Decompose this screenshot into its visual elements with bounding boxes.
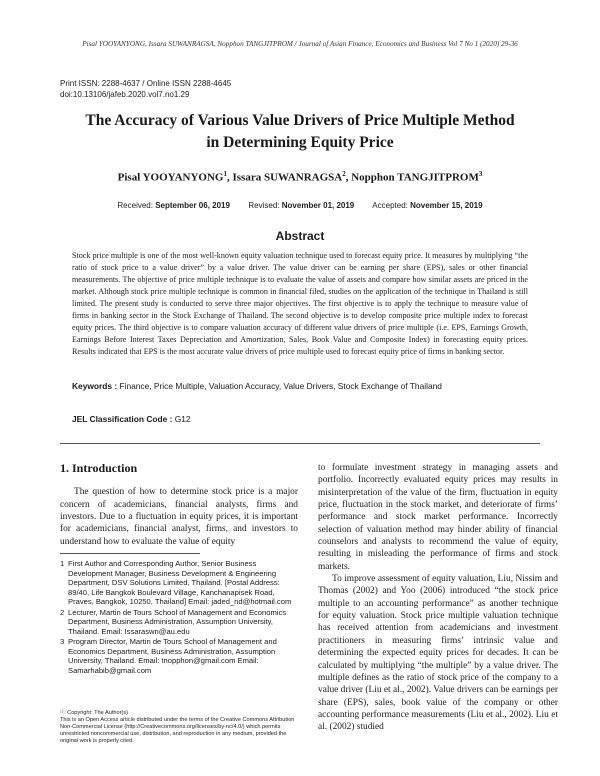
intro-paragraph-1: The question of how to determine stock price is a major concern of academicians, financial analysts, firms and investors. Due to a fluctuation in equity prices, it is important for academicians, financial analyst, firms, and investors to understand how to evaluate the value of equity (60, 487, 298, 547)
jel-line (72, 414, 528, 424)
abstract-heading: Abstract (275, 229, 325, 243)
footnote-text: Lecturer, Martin de Tours School of Management and Economics Department, Business Administration, Assumption University, Thailand. Email: Issaraswn@au.edu (68, 607, 287, 636)
keywords-label: Keywords : (72, 381, 118, 391)
title-line-1: The Accuracy of Various Value Drivers of Price Multiple Method (85, 112, 515, 129)
revised-date: November 01, 2019 (281, 201, 355, 210)
title-line-2: in Determining Equity Price (206, 134, 394, 151)
left-column (60, 462, 298, 548)
jel-label: JEL Classification Code : (72, 414, 173, 424)
footnote-3 (60, 637, 300, 675)
intro-paragraph-2: To improve assessment of equity valuation, Liu, Nissim and Thomas (2002) and Yoo (2006) introduced “the stock price multiple to an accounting performance” as another technique for equity valuation. Stock price multiple valuation technique has received attention from academicians and investment practitioners in measuring firms’ intrinsic value and determining the expected equity prices for decades. It can be calculated by multiplying “the multiple” by a value driver. The multiple defines as the ratio of stock price of the company to a value driver (Liu et al., 2002). Value drivers can be earnings per share (EPS), sales, book value of the company or other accounting performance measurements (Liu et al., 2002). Liu et al. (2002) studied (318, 574, 558, 733)
footnote-1 (60, 559, 300, 607)
footnote-divider (60, 553, 200, 554)
paper-title (60, 110, 540, 154)
footnote-number: 1 (60, 559, 65, 568)
jel-value: G12 (174, 414, 191, 424)
footnote-2 (60, 608, 300, 637)
accepted-date: November 15, 2019 (410, 201, 483, 210)
submission-dates (60, 201, 540, 210)
author-2: Issara SUWANRAGSA (232, 171, 343, 184)
revised-label: Revised: (248, 201, 280, 210)
footnote-number: 2 (60, 607, 65, 617)
footnote-number: 3 (60, 637, 65, 646)
footnotes (60, 559, 300, 676)
section-divider (60, 443, 540, 444)
author-1: Pisal YOOYANYONG (117, 171, 224, 184)
received-label: Received: (117, 201, 153, 210)
issn-line: Print ISSN: 2288-4637 / Online ISSN 2288-4645 (60, 79, 232, 88)
license-text: This is an Open Access article distributed under the terms of the Creative Commons Attribution Non-Commercial License (http://Creativecommons.org/licenses/by-nc/4.0/) which permits unrestricted noncommercial use, distribution, and reproduction in any medium, provided the original work is properly cited. (60, 717, 295, 744)
introduction-heading: 1. Introduction (60, 461, 138, 475)
right-column (318, 462, 558, 734)
author-list: Pisal YOOYANYONG$^1$, Issara SUWANRAGSA$^2$, Nopphon TANGJITPROM$^3$ (117, 170, 483, 184)
keywords-line (72, 381, 528, 391)
footnote-text: Program Director, Martin de Tours School of Management and Economics Department, Business Administration, Assumption University, Thailand. Email: tnopphon@gmail.com Email: Samarhabib@gmail.com (68, 637, 277, 675)
author-3: Nopphon TANGJITPROM (351, 171, 479, 184)
author-2-affiliation: 2 (342, 170, 346, 178)
copyright-line: ⓒ Copyright: The Author(s) (60, 710, 128, 716)
abstract-text: Stock price multiple is one of the most well-known equity valuation technique used to forecast equity price. It measures by multiplying “the ratio of stock price to a value driver” by a value driver. The value driver can be earning per share (EPS), sales or other financial measurements. The objective of price multiple technique is to evaluate the value of assets and compare how similar assets are priced in the market. Although stock price multiple technique is common in financial filed, studies on the application of the technique in Thailand is still limited. The present study is conducted to serve three major objectives. The first objective is to apply the technique to measure value of firms in banking sector in the Stock Exchange of Thailand. The second objective is to develop composite price multiple index to forecast equity prices. The third objective is to compare valuation accuracy of different value drivers of price multiple (i.e. EPS, Earnings Growth, Earnings Before Interest Taxes Depreciation and Amortization, Sales, Book Value and Composite Index) in forecasting equity prices. Results indicated that EPS is the most accurate value drivers of price multiple used to forecast equity price of firms in banking sector. (72, 251, 528, 356)
author-1-affiliation: 1 (223, 170, 227, 178)
intro-paragraph-1-continued: to formulate investment strategy in managing assets and portfolio. Incorrectly evaluated equity prices may results in misinterpretation of the value of the firm, fluctuation in equity price, fluctuation in the stock market, and deteriorate of firms’ performance and stock market performance. Incorrectly selection of valuation method may hinder ability of financial counselors and analysts to recommend the value of equity, resulting in misleading the performance of firms and stock markets. (318, 463, 558, 572)
accepted-label: Accepted: (372, 201, 408, 210)
received-date: September 06, 2019 (155, 201, 230, 210)
keywords-value: Finance, Price Multiple, Valuation Accuracy, Value Drivers, Stock Exchange of Thailand (119, 381, 442, 391)
footnote-text: First Author and Corresponding Author, Senior Business Development Manager, Business Development & Engineering Department, DSV Solutions Limited, Thailand. [Postal Address: 89/40, Life Bangkok Boulevard Village, Kanchanapisek Road, Praves, Bangkok, 10250, Thailand] Email: jaded_nd@hotmail.com (68, 559, 292, 606)
copyright-block (60, 710, 304, 745)
running-header: Pisal YOOYANYONG, Issara SUWANRAGSA, Nopphon TANGJITPROM / Journal of Asian Finance, Economics and Business Vol 7 No 1 (2020) 29-36 (82, 40, 518, 48)
author-3-affiliation: 3 (478, 170, 483, 178)
doi-line[interactable]: doi:10.13106/jafeb.2020.vol7.no1.29 (60, 90, 190, 99)
issn-block (60, 78, 231, 100)
